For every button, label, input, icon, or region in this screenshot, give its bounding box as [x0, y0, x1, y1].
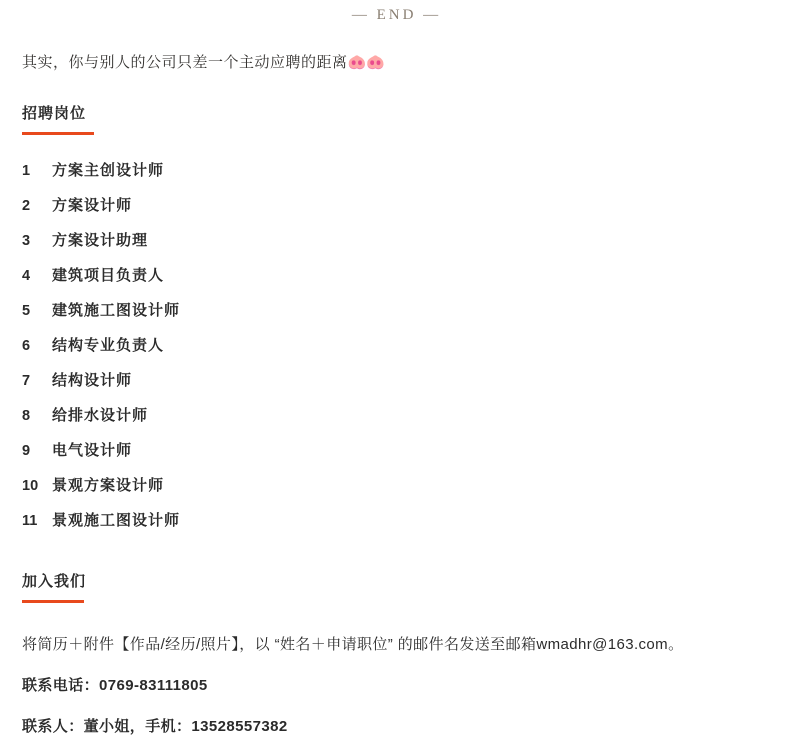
job-list-item	[22, 369, 771, 404]
join-title-underline	[22, 600, 84, 603]
job-list-item	[22, 334, 771, 369]
end-marker: — END —	[351, 7, 442, 23]
job-title: 景观方案设计师	[52, 477, 165, 494]
job-number: 9	[22, 443, 31, 459]
job-title: 电气设计师	[52, 442, 133, 459]
job-list	[22, 159, 771, 544]
job-title: 方案设计助理	[52, 232, 149, 249]
intro-text: 其实，你与别人的公司只差一个主动应聘的距离	[22, 54, 348, 71]
job-list-item	[22, 264, 771, 299]
pig-nose-emoji: 🐽🐽	[347, 54, 385, 71]
job-number: 8	[22, 408, 31, 424]
job-number: 7	[22, 373, 31, 389]
contact-phone: 联系电话：0769-83111805	[22, 677, 208, 694]
job-title: 结构设计师	[52, 372, 133, 389]
jobs-title-underline	[22, 132, 94, 135]
job-number: 11	[22, 513, 38, 529]
job-list-item	[22, 299, 771, 334]
job-title: 结构专业负责人	[52, 337, 165, 354]
job-number: 5	[22, 303, 31, 319]
job-number: 3	[22, 233, 31, 249]
jobs-section-title: 招聘岗位	[22, 105, 87, 122]
job-list-item	[22, 229, 771, 264]
job-number: 2	[22, 198, 31, 214]
job-list-item	[22, 439, 771, 474]
job-number: 1	[22, 163, 31, 179]
job-number: 6	[22, 338, 31, 354]
job-list-item	[22, 509, 771, 544]
join-section-header	[22, 570, 771, 603]
job-title: 方案主创设计师	[52, 162, 165, 179]
intro-paragraph	[22, 51, 771, 72]
application-instruction: 将简历＋附件【作品/经历/照片】，以 “姓名＋申请职位” 的邮件名发送至邮箱wmadhr@163.com。	[22, 636, 684, 653]
job-list-item	[22, 404, 771, 439]
job-title: 景观施工图设计师	[52, 512, 181, 529]
job-title: 给排水设计师	[52, 407, 149, 424]
job-title: 建筑项目负责人	[52, 267, 165, 284]
job-number: 4	[22, 268, 31, 284]
contact-person: 联系人：董小姐，手机：13528557382	[22, 718, 288, 735]
jobs-section-header	[22, 102, 771, 135]
join-section-title: 加入我们	[22, 573, 87, 590]
job-title: 方案设计师	[52, 197, 133, 214]
job-list-item	[22, 159, 771, 194]
job-list-item	[22, 194, 771, 229]
job-title: 建筑施工图设计师	[52, 302, 181, 319]
job-number: 10	[22, 478, 39, 494]
job-list-item	[22, 474, 771, 509]
